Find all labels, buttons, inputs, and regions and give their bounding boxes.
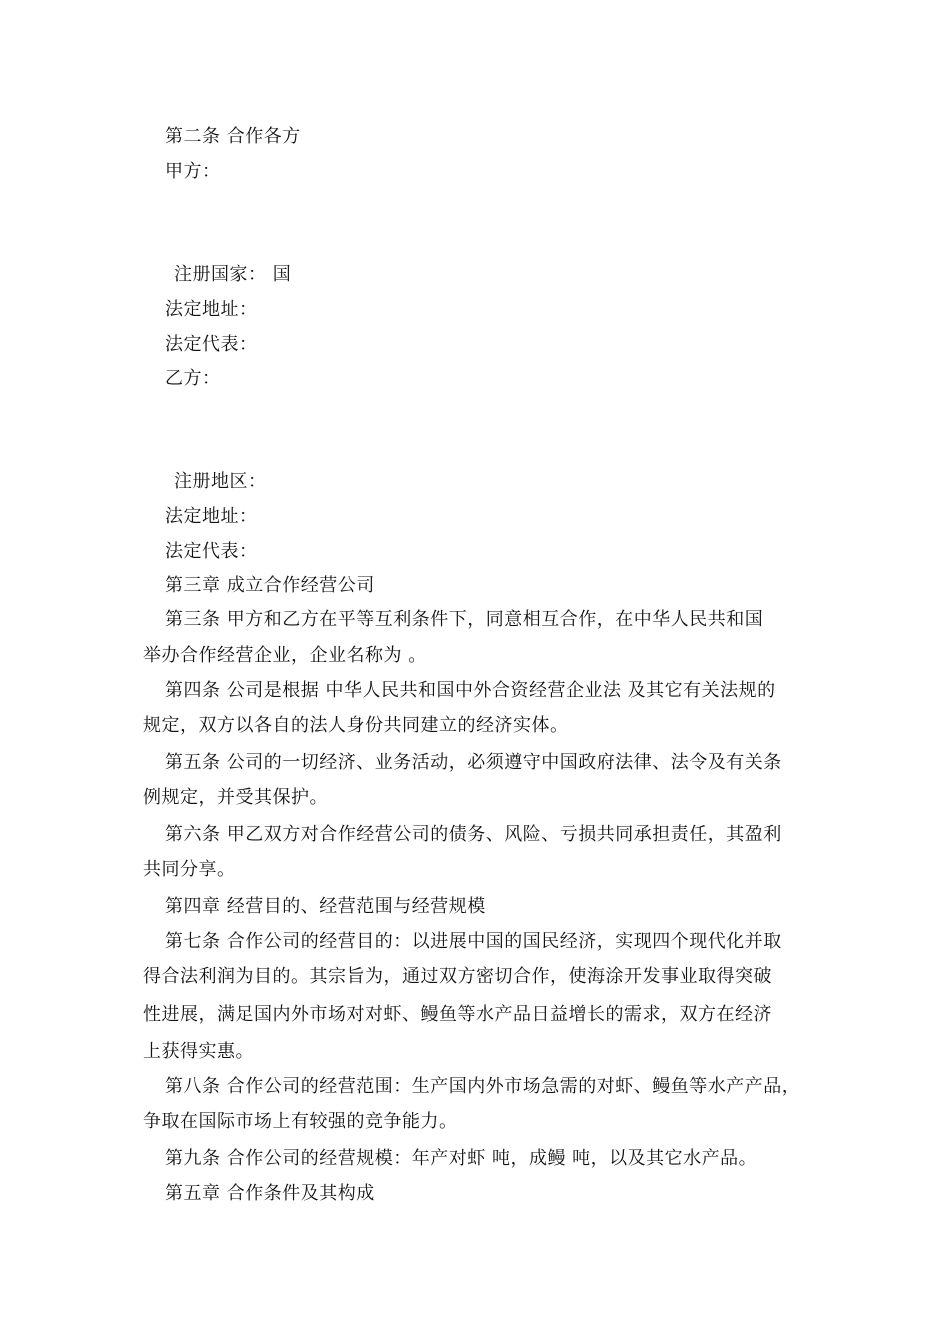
article-7-line-4: 上获得实惠。 [143, 1041, 254, 1062]
article-5-line-2: 例规定，并受其保护。 [143, 787, 328, 808]
party-a-registered-country: 注册国家： 国 [174, 264, 292, 285]
party-b-registered-region: 注册地区： [174, 471, 267, 492]
article-3-line-1: 第三条 甲方和乙方在平等互利条件下，同意相互合作，在中华人民共和国 [165, 609, 764, 630]
article-9-line-1: 第九条 合作公司的经营规模：年产对虾 吨，成鳗 吨，以及其它水产品。 [165, 1148, 758, 1169]
party-a-label: 甲方： [165, 161, 221, 182]
party-a-legal-address: 法定地址： [165, 299, 258, 320]
article-8-line-2: 争取在国际市场上有较强的竞争能力。 [143, 1111, 458, 1132]
party-b-legal-representative: 法定代表： [165, 541, 258, 562]
party-b-legal-address: 法定地址： [165, 506, 258, 527]
chapter-4-heading: 第四章 经营目的、经营范围与经营规模 [165, 896, 486, 917]
article-7-line-1: 第七条 合作公司的经营目的：以进展中国的国民经济，实现四个现代化并取 [165, 931, 782, 952]
chapter-3-heading: 第三章 成立合作经营公司 [165, 575, 375, 596]
chapter-5-heading: 第五章 合作条件及其构成 [165, 1183, 375, 1204]
article-7-line-3: 性进展，满足国内外市场对对虾、鳗鱼等水产品日益增长的需求，双方在经济 [143, 1004, 772, 1025]
article-4-line-1: 第四条 公司是根据 中华人民共和国中外合资经营企业法 及其它有关法规的 [165, 680, 776, 701]
article-5-line-1: 第五条 公司的一切经济、业务活动，必须遵守中国政府法律、法令及有关条 [165, 752, 782, 773]
party-a-legal-representative: 法定代表： [165, 334, 258, 355]
article-3-line-2: 举办合作经营企业，企业名称为 。 [143, 645, 427, 666]
article-6-line-1: 第六条 甲乙双方对合作经营公司的债务、风险、亏损共同承担责任，其盈利 [165, 824, 782, 845]
article-6-line-2: 共同分享。 [143, 859, 236, 880]
article-8-line-1: 第八条 合作公司的经营范围：生产国内外市场急需的对虾、鳗鱼等水产产品， [165, 1076, 801, 1097]
article-4-line-2: 规定，双方以各自的法人身份共同建立的经济实体。 [143, 715, 569, 736]
article-7-line-2: 得合法利润为目的。其宗旨为，通过双方密切合作，使海涂开发事业取得突破 [143, 966, 772, 987]
article-2-heading: 第二条 合作各方 [165, 126, 301, 147]
party-b-label: 乙方： [165, 368, 221, 389]
